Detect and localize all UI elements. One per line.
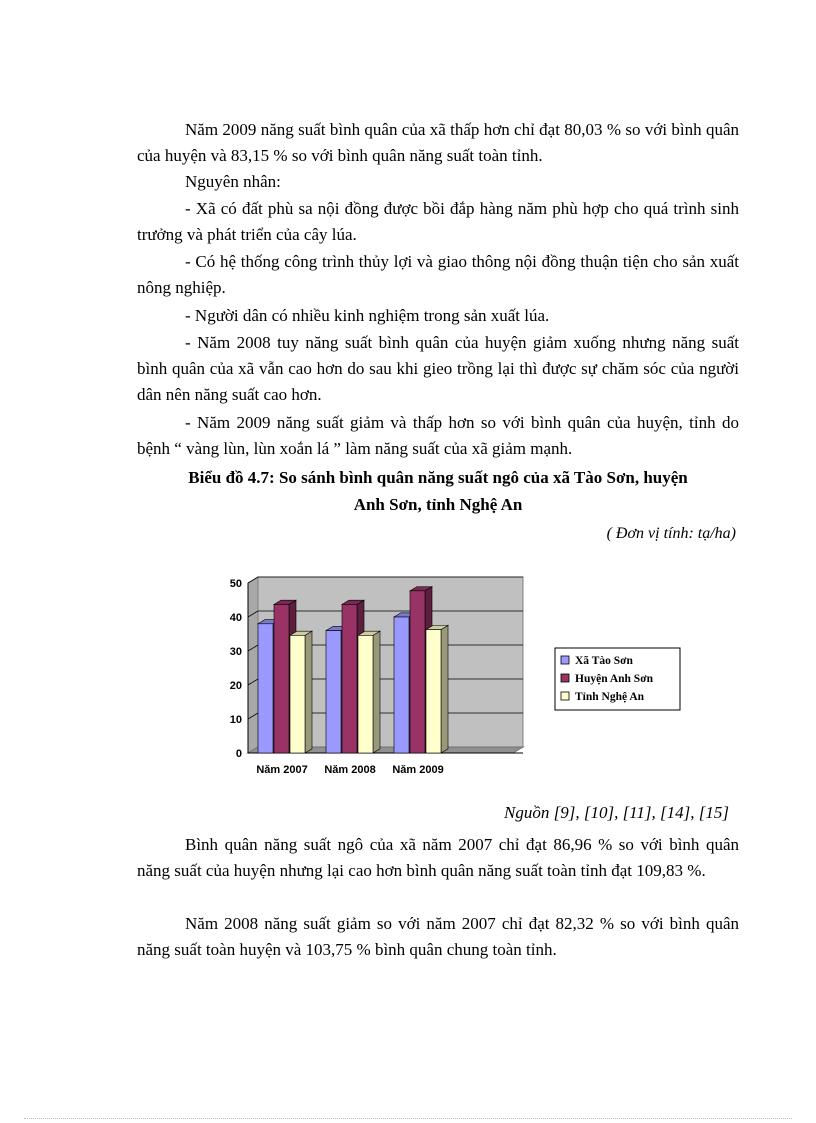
bar-Tỉnh Nghệ An-Năm 2008 [358, 631, 380, 753]
y-tick-label: 20 [229, 680, 242, 692]
bar-front [358, 635, 373, 753]
paragraph-6: - Năm 2008 tuy năng suất bình quân của huyện giảm xuống nhưng năng suất bình quân của xã vẫn cao hơn do sau khi gieo trồng lại thì được sự chăm sóc của người dân nên năng suất cao hơn. [137, 333, 739, 404]
chart-caption-line-1: Biểu đồ 4.7: So sánh bình quân năng suất ngô của xã Tào Sơn, huyện [188, 468, 688, 487]
bar-front [342, 604, 357, 753]
paragraph-4: - Có hệ thống công trình thủy lợi và giao thông nội đồng thuận tiện cho sản xuất nông nghiệp. [137, 252, 739, 297]
y-tick-label: 30 [229, 646, 242, 658]
paragraph-2: Nguyên nhân: [185, 172, 281, 191]
x-tick-label: Năm 2009 [392, 764, 444, 776]
bar-front [290, 635, 305, 753]
bar-front [326, 631, 341, 753]
bar-Tỉnh Nghệ An-Năm 2007 [290, 631, 312, 753]
source-note: Nguồn [9], [10], [11], [14], [15] [504, 803, 729, 822]
chart-side-wall [248, 577, 258, 753]
bar-side [373, 631, 380, 753]
paragraph-3: - Xã có đất phù sa nội đồng được bồi đắp hàng năm phù hợp cho quá trình sinh trưởng và phát triển của cây lúa. [137, 199, 739, 244]
bar-side [441, 625, 448, 753]
bar-Tỉnh Nghệ An-Năm 2009 [426, 625, 448, 753]
chart-caption-line-2: Anh Sơn, tỉnh Nghệ An [353, 495, 523, 514]
paragraph-1: Năm 2009 năng suất bình quân của xã thấp hơn chỉ đạt 80,03 % so với bình quân của huyện và 83,15 % so với bình quân năng suất toàn tỉnh. [137, 120, 739, 165]
bar-front [274, 604, 289, 753]
bar-chart [210, 568, 710, 788]
paragraph-7: - Năm 2009 năng suất giảm và thấp hơn so với bình quân của huyện, tỉnh do bệnh “ vàng lùn, lùn xoắn lá ” làm năng suất của xã giảm mạnh. [137, 413, 739, 458]
legend-label-0: Xã Tào Sơn [575, 655, 633, 667]
legend-swatch-0 [561, 656, 569, 664]
legend-label-1: Huyện Anh Sơn [575, 673, 653, 685]
paragraph-5: - Người dân có nhiều kinh nghiệm trong sản xuất lúa. [185, 306, 550, 325]
legend-swatch-1 [561, 674, 569, 682]
y-tick-label: 0 [235, 748, 242, 760]
paragraph-after-1: Bình quân năng suất ngô của xã năm 2007 chỉ đạt 86,96 % so với bình quân năng suất của huyện nhưng lại cao hơn bình quân năng suất toàn tỉnh đạt 109,83 %. [137, 835, 739, 880]
y-tick-label: 40 [229, 612, 242, 624]
x-tick-label: Năm 2007 [256, 764, 308, 776]
bar-side [305, 631, 312, 753]
bar-front [410, 591, 425, 753]
y-tick-label: 50 [229, 578, 242, 590]
y-tick-label: 10 [229, 714, 242, 726]
bar-front [394, 617, 409, 753]
bar-front [258, 624, 273, 753]
x-tick-label: Năm 2008 [324, 764, 376, 776]
legend-label-2: Tỉnh Nghệ An [575, 691, 645, 703]
legend-swatch-2 [561, 692, 569, 700]
bar-front [426, 630, 441, 753]
paragraph-after-2: Năm 2008 năng suất giảm so với năm 2007 chỉ đạt 82,32 % so với bình quân năng suất toàn huyện và 103,75 % bình quân chung toàn tỉnh. [137, 914, 739, 959]
page-bottom-rule [24, 1118, 792, 1119]
unit-note: ( Đơn vị tính: tạ/ha) [606, 525, 736, 542]
